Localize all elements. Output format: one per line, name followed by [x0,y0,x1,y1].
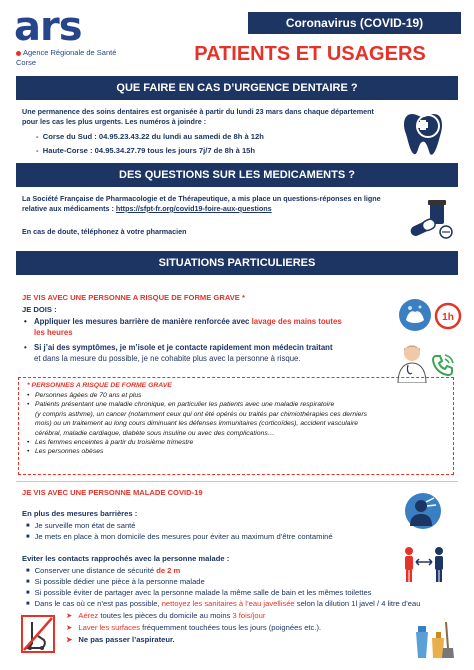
avoid-item: ■ Conserver une distance de sécurité de 2 m [26,566,180,576]
clock-icon [434,302,462,330]
dental-heading: QUE FAIRE EN CAS D’URGENCE DENTAIRE ? [16,76,458,100]
risk-measure-2: • Si j’ai des symptômes, je m’isole et je contacte rapidement mon médecin traitant et dans la mesure du possible, je ne cohabite plus avec la personne à risque. [24,343,333,364]
risk-section-title: JE VIS AVEC UNE PERSONNE A RISQUE DE FORME GRAVE * [22,293,245,302]
je-dois-label: JE DOIS : [22,305,57,314]
page-title: PATIENTS ET USAGERS [194,43,426,65]
avoid-title: Eviter les contacts rapprochés avec la personne malade : [22,554,230,563]
sick-section-title: JE VIS AVEC UNE PERSONNE MALADE COVID-19 [22,488,203,497]
plus-title: En plus des mesures barrières : [22,509,138,518]
dental-north-number: - Haute-Corse : 04.95.34.27.79 tous les jours 7j/7 de 8h à 15h [36,146,256,155]
risk-item: • Patients présentant une maladie chronique, en particulier les patients avec une maladie respiratoire [27,400,445,409]
avoid-subitem: ➤ Aérez toutes les pièces du domicile au moins 3 fois/jour [66,611,266,620]
distance-icon [402,546,446,586]
dental-south-number: - Corse du Sud : 04.95.23.43.22 du lundi au samedi de 8h à 12h [36,132,264,141]
risk-item: • Les femmes enceintes à partir du troisième trimestre [27,438,445,447]
logo-text: ars [14,4,82,50]
avoid-subitem: ➤ Ne pas passer l’aspirateur. [66,635,175,644]
pills-icon [408,200,458,242]
tooth-icon [398,104,454,160]
avoid-item: ■ Si possible éviter de partager avec la personne malade la même salle de bain et les mêmes toilettes [26,588,371,598]
ars-logo [14,4,154,72]
risk-persons-box: * PERSONNES A RISQUE DE FORME GRAVE • Personnes âgées de 70 ans et plus • Patients présentant une maladie chronique, en particulier les patients avec une maladie respiratoire (y compris asthme), un cancer (notamment ceux qui ont été opérés ou traités par chimiothérapies ces derniers mois) ou un traitement au long cours diminuant les défenses immunitaires (corticoïdes), accident vasculaire cérébral, maladie cardiaque, diabète sous insuline ou avec des complications… • Les femmes enceintes à partir du troisième trimestre • Les personnes obèses [18,377,454,475]
meds-text: La Société Française de Pharmacologie et de Thérapeutique, a mis place un questions-réponses en ligne relative aux médicaments : https://sfpt-fr.org/covid19-foire-aux-questions [22,194,381,213]
handwash-icon [398,298,432,332]
plus-item: ■ Je surveille mon état de santé [26,521,136,531]
avoid-subitem: ➤ Laver les surfaces fréquemment touchées tous les jours (poignées etc.). [66,623,322,632]
no-vacuum-icon [18,612,58,656]
risk-measure-1: • Appliquer les mesures barrière de manière renforcée avec lavage des mains toutes les heures [24,317,342,338]
meds-doubt: En cas de doute, téléphonez à votre pharmacien [22,227,187,236]
special-heading: SITUATIONS PARTICULIERES [16,251,458,275]
meds-heading: DES QUESTIONS SUR LES MEDICAMENTS ? [16,163,458,187]
svg-text:1h: 1h [442,312,454,323]
logo-region: Corse [16,58,37,67]
logo-agency: Agence Régionale de Santé [23,48,117,57]
meds-faq-link[interactable]: https://sfpt-fr.org/covid19-foire-aux-questions [115,203,272,213]
risk-item: • Personnes âgées de 70 ans et plus [27,391,445,400]
divider [16,481,458,482]
risk-box-title: * PERSONNES A RISQUE DE FORME GRAVE [27,382,172,389]
avoid-item: ■ Si possible dédier une pièce à la personne malade [26,577,205,587]
phone-icon [430,352,456,378]
sick-person-icon [404,492,442,534]
plus-item: ■ Je mets en place à mon domicile des mesures pour éviter au maximum d’être contaminé [26,532,333,542]
risk-item: • Les personnes obèses [27,447,445,456]
dental-intro: Une permanence des soins dentaires est organisée à partir du lundi 23 mars dans chaque département pour les cas les plus urgents. Les numéros à joindre : [22,107,374,126]
avoid-item: ■ Dans le cas où ce n’est pas possible, nettoyez les sanitaires à l’eau javellisée selon la dilution 1l javel / 4 litre d’eau [26,599,420,609]
cleaning-icon [410,618,456,662]
covid-banner: Coronavirus (COVID-19) [248,12,461,34]
